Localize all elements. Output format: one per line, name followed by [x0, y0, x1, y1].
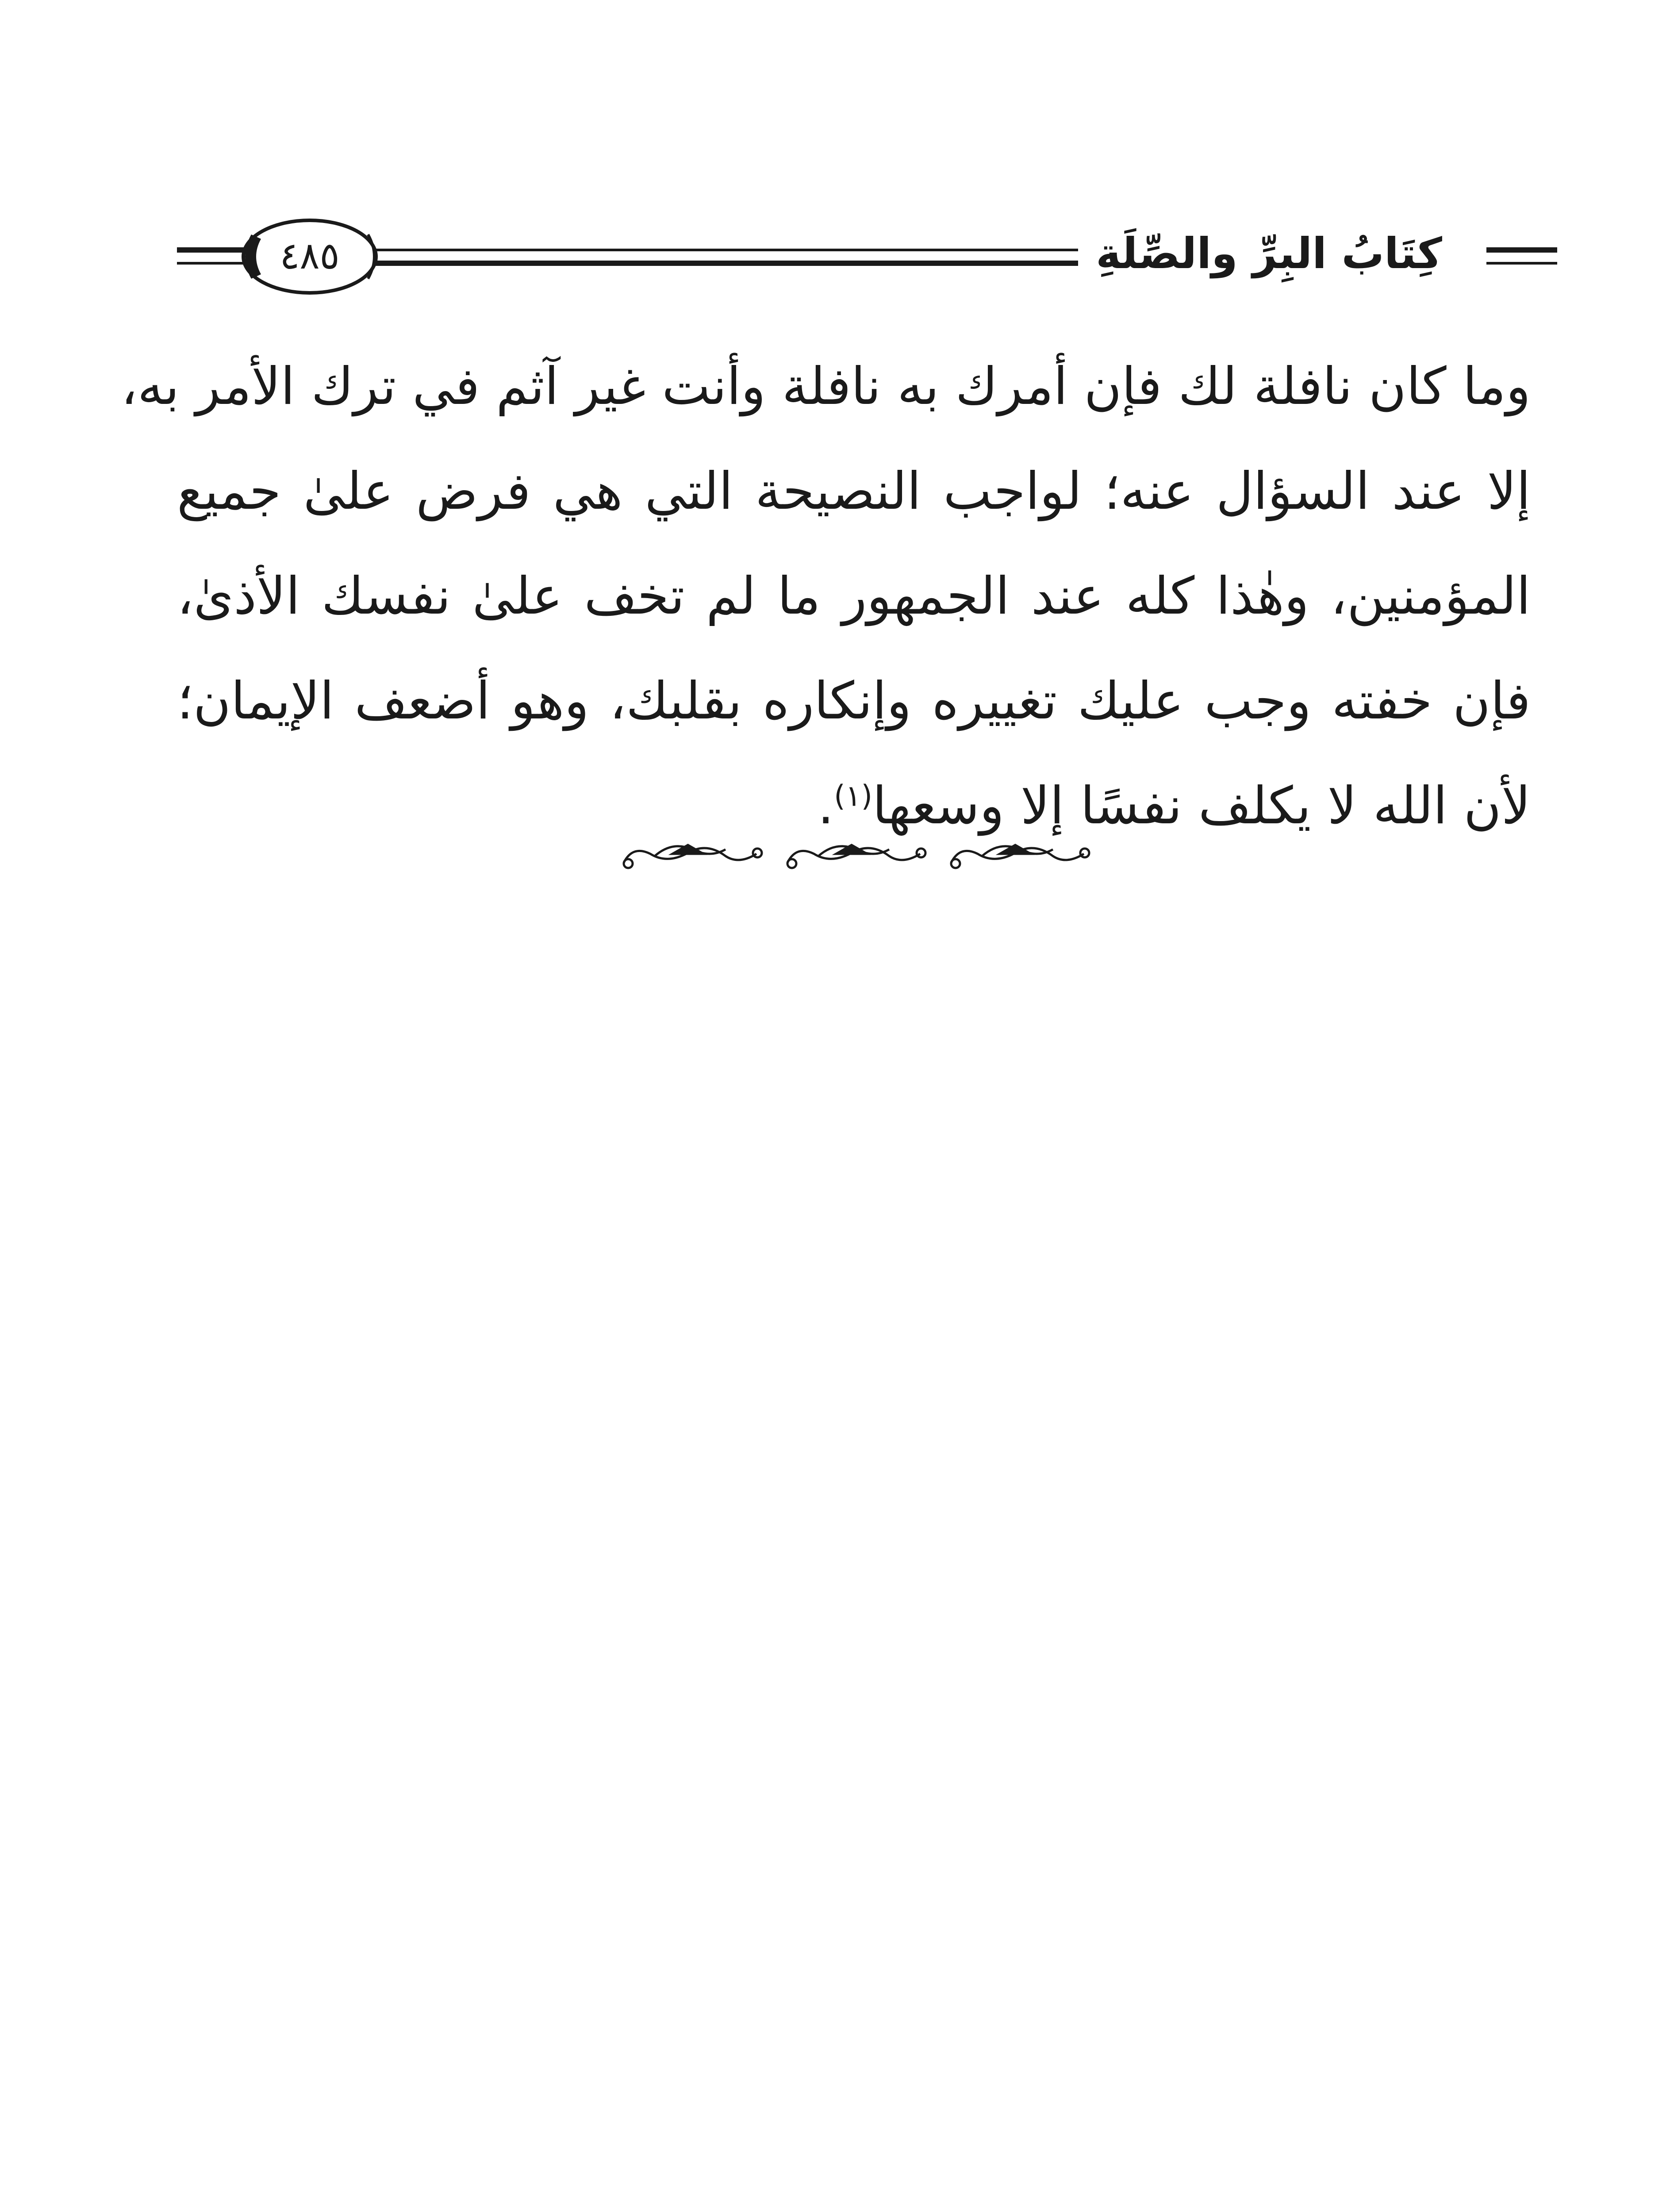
- section-divider-ornament: [615, 832, 1093, 880]
- sentence-end: .: [818, 776, 834, 836]
- body-line: إلا عند السؤال عنه؛ لواجب النصيحة التي هي فرض علىٰ جميع: [177, 461, 1531, 521]
- body-line: المؤمنين، وهٰذا كله عند الجمهور ما لم تخف علىٰ نفسك الأذىٰ،: [177, 566, 1531, 626]
- running-header: [177, 208, 1557, 305]
- page-number: ٤٨٥: [280, 234, 340, 277]
- footnote-reference: (١): [834, 779, 873, 813]
- running-title: كِتَابُ البِرِّ والصِّلَةِ: [1078, 220, 1460, 287]
- body-paragraph: [121, 334, 1531, 858]
- body-line: وما كان نافلة لك فإن أمرك به نافلة وأنت غير آثم في ترك الأمر به،: [121, 357, 1531, 416]
- body-line: فإن خفته وجب عليك تغييره وإنكاره بقلبك، وهو أضعف الإيمان؛: [177, 671, 1531, 731]
- body-line-text: لأن الله لا يكلف نفسًا إلا وسعها: [872, 776, 1531, 836]
